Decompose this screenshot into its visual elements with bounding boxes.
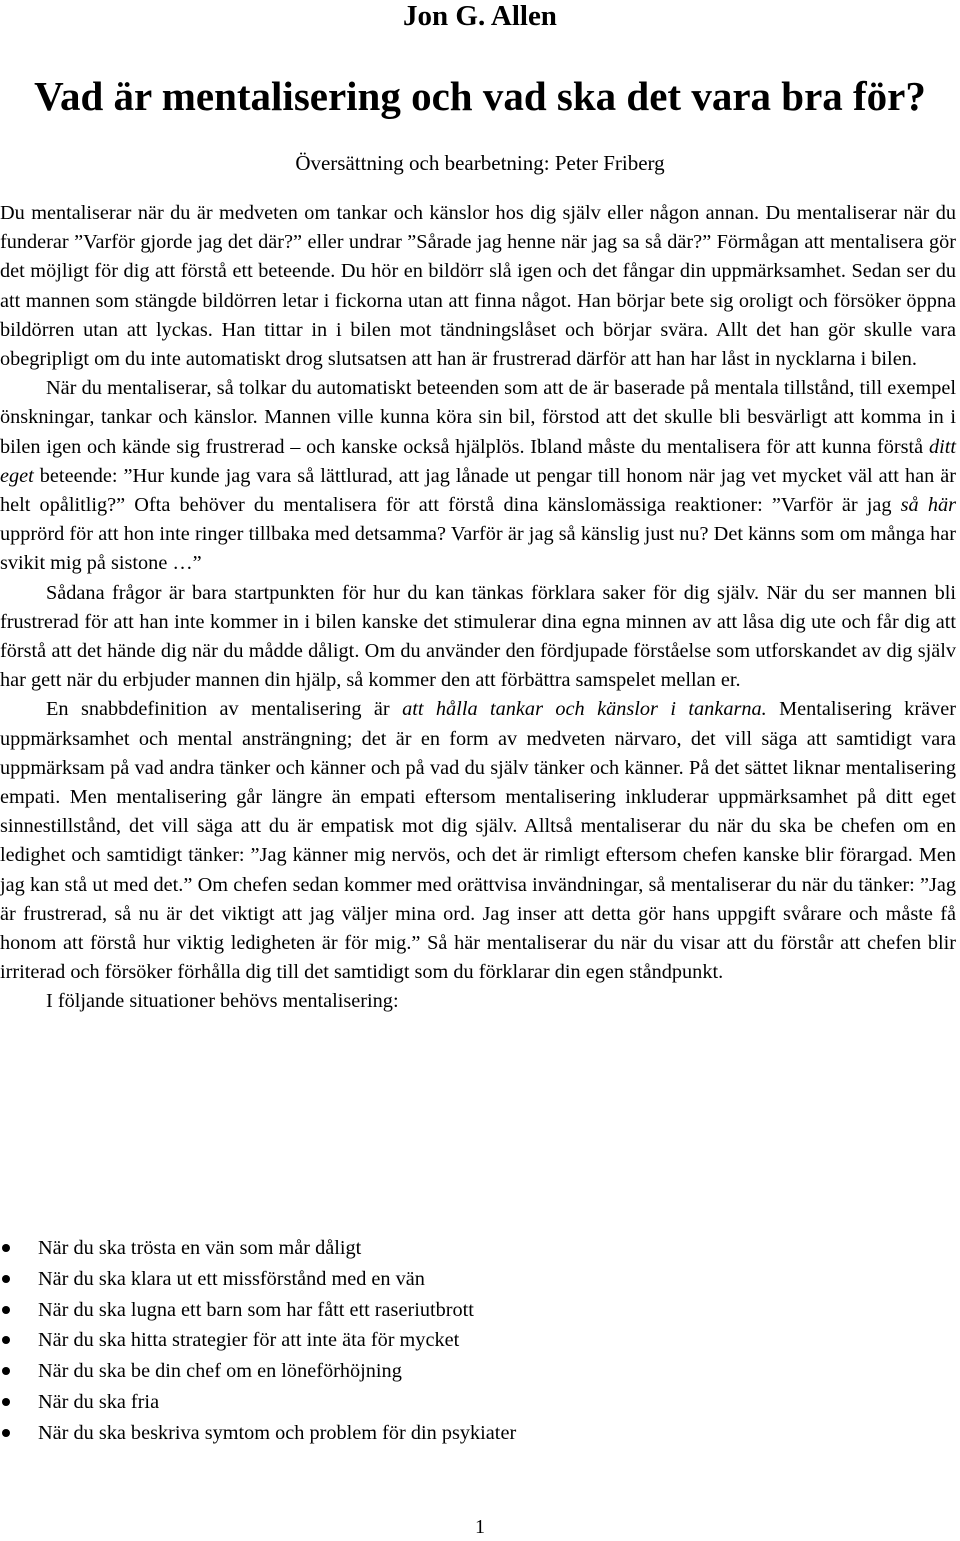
- paragraph-2-text-a: När du mentaliserar, så tolkar du automatiskt beteenden som att de är baserade på mentala tillstånd, till exempel önskningar, tankar och känslor. Mannen ville kunna köra sin bil, förstod att det skulle bli besvärligt att komma in i bilen igen och kände sig frustrerad – och kanske också hjälplös. Ibland måste du mentalisera för att kunna förstå: [0, 377, 956, 458]
- list-item-text: När du ska lugna ett barn som har fått ett raseriutbrott: [38, 1298, 474, 1321]
- paragraph-2: [0, 374, 956, 578]
- list-item: [0, 1295, 956, 1326]
- bullet-icon: [2, 1336, 10, 1344]
- list-item-text: När du ska trösta en vän som mår dåligt: [38, 1237, 362, 1259]
- list-item-text: När du ska klara ut ett missförstånd med en vän: [38, 1267, 425, 1290]
- list-item-text: När du ska be din chef om en löneförhöjning: [38, 1360, 402, 1383]
- paragraph-4: [0, 695, 956, 987]
- list-item: [0, 1325, 956, 1356]
- page-title: Vad är mentalisering och vad ska det vara bra för?: [34, 73, 926, 119]
- paragraph-4-emphasis: att hålla tankar och känslor i tankarna.: [402, 698, 767, 721]
- paragraph-1: Du mentaliserar när du är medveten om tankar och känslor hos dig själv eller någon annan. Du mentaliserar när du funderar ”Varför gjorde jag det där?” eller undrar ”Sårade jag henne när jag sa så där?” Förmågan att mentalisera gör det möjligt för dig att förstå ett beteende. Du hör en bildörr slå igen och det fångar din uppmärksamhet. Sedan ser du att mannen som stängde bildörren letar i fickorna utan att finna något. Han börjar bete sig oroligt och försöker öppna bildörren utan att lyckas. Han tittar in i bilen mot tändningslåset och börjar svära. Allt det han gör skulle vara obegripligt om du inte automatiskt drog slutsatsen att han är frustrerad därför att han har låst in nycklarna i bilen.: [0, 202, 956, 371]
- list-item-text: När du ska hitta strategier för att inte äta för mycket: [38, 1329, 460, 1352]
- situations-list: [0, 1233, 956, 1449]
- list-item: [0, 1264, 956, 1295]
- body-text: [0, 199, 956, 1017]
- paragraph-5: I följande situationer behövs mentalisering:: [46, 990, 399, 1013]
- bullet-icon: [2, 1367, 10, 1375]
- bullet-icon: [2, 1275, 10, 1283]
- paragraph-4-text-a: En snabbdefinition av mentalisering är: [46, 698, 403, 721]
- list-item: [0, 1418, 956, 1449]
- paragraph-2-emphasis-2: så här: [900, 494, 956, 517]
- bullet-icon: [2, 1398, 10, 1406]
- list-item: [0, 1356, 956, 1387]
- paragraph-2-text-b: beteende: ”Hur kunde jag vara så lättlurad, att jag lånade ut pengar till honom när jag vet mycket väl att han är helt opålitlig?” Ofta behöver du mentalisera för att förstå dina känslomässiga reaktioner: ”Varför är jag: [0, 464, 956, 517]
- list-item-text: När du ska beskriva symtom och problem för din psykiater: [38, 1421, 517, 1444]
- author-name: Jon G. Allen: [403, 0, 557, 32]
- page-number: 1: [475, 1516, 485, 1538]
- paragraph-4-text-b: Mentalisering kräver uppmärksamhet och mental ansträngning; det är en form av medveten närvaro, det vill säga att samtidigt vara uppmärksam på vad andra tänker och känner och på vad du själv tänker och känner. På det sättet liknar mentalisering empati. Men mentalisering går längre än empati eftersom mentalisering inkluderar uppmärksamhet på ditt eget sinnestillstånd, det vill säga att du är empatisk mot dig själv. Alltså mentaliserar du när du ska be chefen om en ledighet och samtidigt tänker: ”Jag känner mig nervös, och det är rimligt eftersom chefen kanske blir förargad. Men jag kan stå ut med det.” Om chefen sedan kommer med orättvisa invändningar, så mentaliserar du när du tänker: ”Jag är frustrerad, så nu är det viktigt att jag väljer mina ord. Jag inser att detta gör hans uppgift svårare och måste få honom att förstå hur viktig ledigheten är för mig.” Så här mentaliserar du när du visar att du förstår att chefen blir irriterad och försöker förhålla dig till det samtidigt som du förklarar din egen ståndpunkt.: [0, 698, 956, 984]
- paragraph-2-text-c: upprörd för att hon inte ringer tillbaka med detsamma? Varför är jag så känslig just nu? Det känns som om många har svikit mig på sistone …”: [0, 523, 956, 575]
- bullet-icon: [2, 1244, 10, 1252]
- list-item: [0, 1233, 956, 1264]
- bullet-icon: [2, 1306, 10, 1314]
- paragraph-2-emphasis-1: ditt eget: [0, 435, 956, 487]
- paragraph-3: Sådana frågor är bara startpunkten för hur du kan tänkas förklara saker för dig själv. När du ser mannen bli frustrerad för att han inte kommer in i bilen kanske det stimulerar dina egna minnen av att låsa dig ute och får dig att förstå att det hände dig när du mådde dåligt. Om du använder den fördjupade förståelse som utforskandet av dig själv har gett när du erbjuder mannen din hjälp, så kommer den att förbättra samspelet mellan er.: [0, 581, 956, 692]
- translator-credit: Översättning och bearbetning: Peter Friberg: [295, 151, 665, 175]
- bullet-icon: [2, 1429, 10, 1437]
- list-item: [0, 1387, 956, 1418]
- list-item-text: När du ska fria: [38, 1390, 160, 1413]
